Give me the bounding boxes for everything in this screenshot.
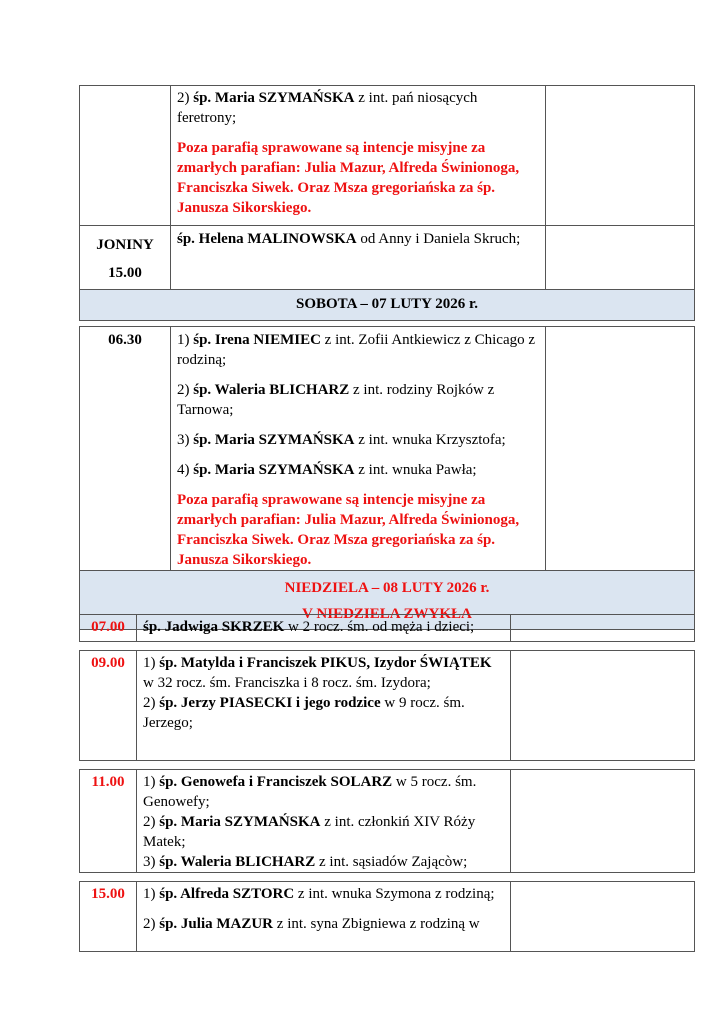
notes-cell (511, 615, 695, 642)
intention-entry: 2) śp. Maria SZYMAŃSKA z int. pań niosących feretrony; (177, 90, 478, 126)
day-header: SOBOTA – 07 LUTY 2026 r. (80, 290, 695, 321)
spacer (80, 642, 695, 651)
mission-note: Poza parafią sprawowane są intencje misyjne za zmarłych parafian: Julia Mazur, Alfreda Świnionoga, Franciszka Siwek. Oraz Msza gregoriańska za śp. Janusza Sikorskiego. (177, 140, 520, 216)
intention-entry: 2) śp. Maria SZYMAŃSKA z int. członkiń XIV Róży Matek; (143, 814, 476, 850)
intention-entry: 4) śp. Maria SZYMAŃSKA z int. wnuka Pawła; (177, 462, 477, 478)
intention-entry: 1) śp. Matylda i Franciszek PIKUS, Izydor ŚWIĄTEK w 32 rocz. śm. Franciszka i 8 rocz. śm. Izydora; (143, 655, 537, 691)
intention-entry: 1) śp. Irena NIEMIEC z int. Zofii Antkiewicz z Chicago z rodziną; (177, 332, 536, 368)
time-cell: 15.00 (80, 882, 137, 952)
schedule-table-upper (79, 85, 695, 630)
intentions-cell (171, 226, 546, 290)
intention-entry: 2) śp. Waleria BLICHARZ z int. rodziny Rojków z Tarnowa; (177, 382, 495, 418)
mass-slot-row (80, 615, 695, 642)
intentions-cell (171, 86, 546, 226)
intention-entry: 3) śp. Maria SZYMAŃSKA z int. wnuka Krzysztofa; (177, 432, 506, 448)
mass-slot-row (80, 882, 695, 952)
intention-entry: 1) śp. Genowefa i Franciszek SOLARZ w 5 rocz. śm. Genowefy; (143, 774, 477, 810)
spacer-row (80, 873, 695, 882)
spacer-row (80, 642, 695, 651)
spacer (80, 873, 695, 882)
place-label: JONINY (96, 237, 154, 253)
notes-cell (511, 882, 695, 952)
mission-note: Poza parafią sprawowane są intencje misyjne za zmarłych parafian: Julia Mazur, Alfreda Świnionoga, Franciszka Siwek. Oraz Msza gregoriańska za śp. Janusza Sikorskiego. (177, 492, 520, 568)
spacer-row (80, 761, 695, 770)
notes-cell (511, 770, 695, 873)
intention-entry: śp. Helena MALINOWSKA od Anny i Daniela Skruch; (177, 231, 521, 247)
day-header: NIEDZIELA – 08 LUTY 2026 r. V NIEDZIELA ZWYKŁA (80, 571, 695, 630)
intentions-cell (137, 770, 511, 873)
spacer (80, 761, 695, 770)
time-label: 15.00 (108, 265, 142, 281)
schedule-table-sunday (79, 614, 695, 952)
joniny-row (80, 226, 695, 290)
intention-entry: 1) śp. Alfreda SZTORC z int. wnuka Szymona z rodziną; (143, 886, 495, 902)
time-cell: 06.30 (80, 327, 171, 571)
saturday-row (80, 327, 695, 571)
intention-entry: 3) śp. Waleria BLICHARZ z int. sąsiadów Zającòw; (143, 854, 468, 870)
time-cell-empty (80, 86, 171, 226)
notes-cell (546, 226, 695, 290)
friday-continued-row (80, 86, 695, 226)
intentions-cell (171, 327, 546, 571)
intention-entry: 2) śp. Julia MAZUR z int. syna Zbigniewa z rodziną w (143, 916, 480, 932)
intentions-cell (137, 882, 511, 952)
time-cell: 11.00 (80, 770, 137, 873)
notes-cell (546, 86, 695, 226)
time-cell: 09.00 (80, 651, 137, 761)
notes-cell (546, 327, 695, 571)
intentions-cell (137, 651, 537, 761)
intentions-cell (137, 615, 511, 642)
saturday-header-row (80, 290, 695, 321)
mass-slot-row (80, 770, 695, 873)
time-cell (80, 226, 171, 290)
intention-entry: 2) śp. Jerzy PIASECKI i jego rodzice w 9 rocz. śm. Jerzego; (143, 695, 465, 731)
notes-cell (511, 651, 695, 761)
mass-slot-row (80, 651, 695, 761)
intention-entry: śp. Jadwiga SKRZEK w 2 rocz. śm. od męża i dzieci; (143, 619, 475, 635)
time-cell: 07.00 (80, 615, 137, 642)
